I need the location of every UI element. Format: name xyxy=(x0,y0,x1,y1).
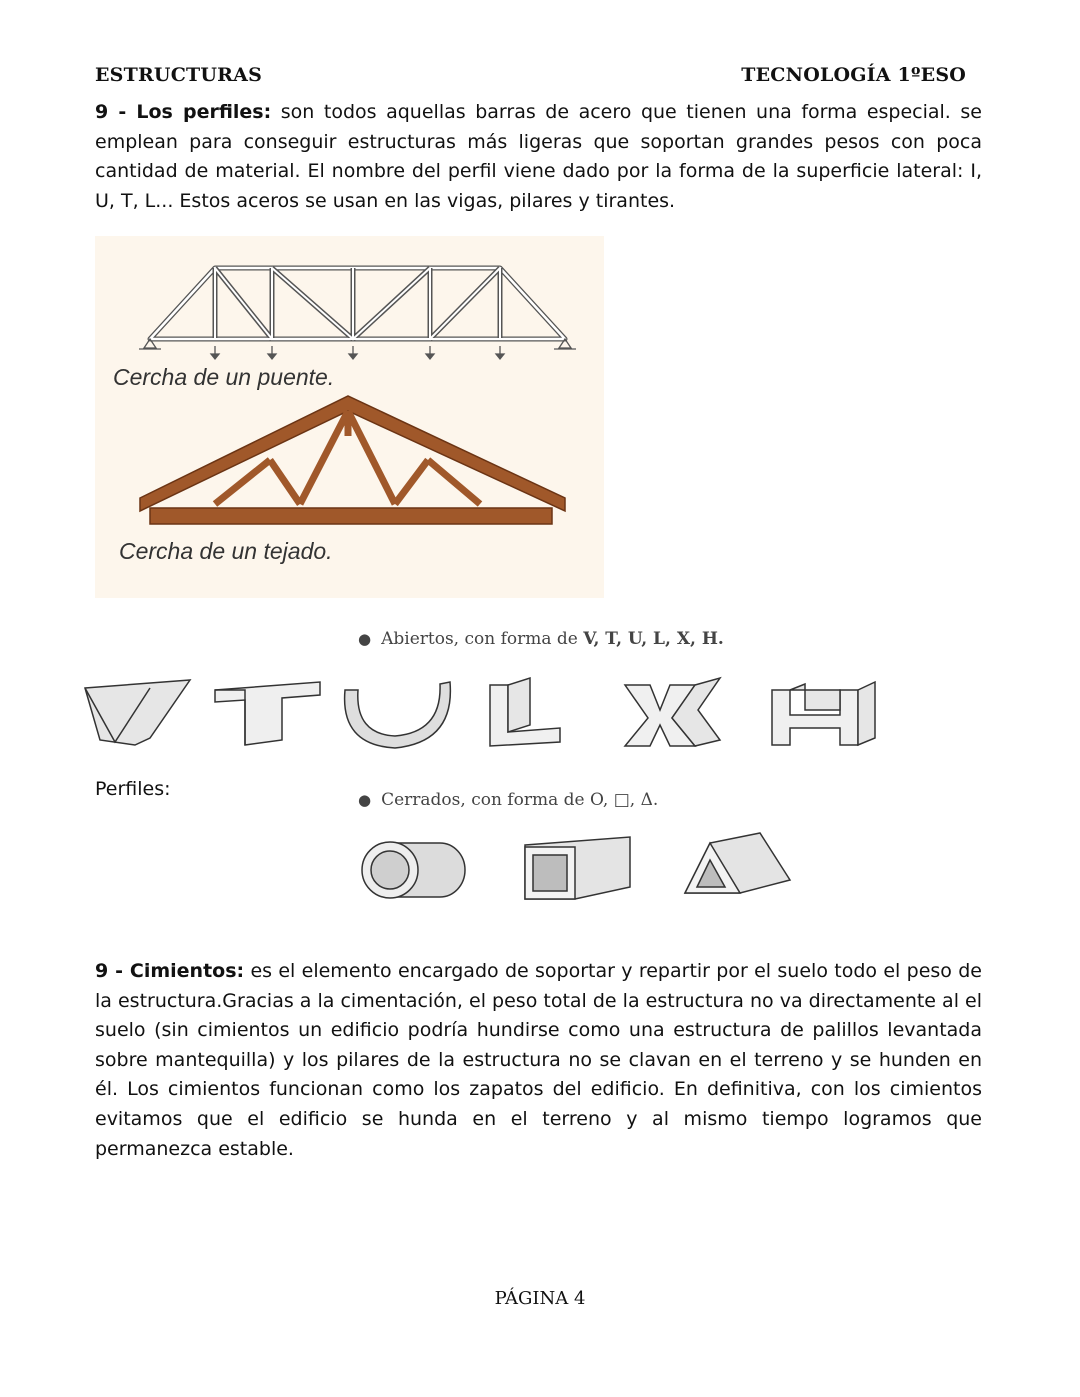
open-profiles-text: Abiertos, con forma de xyxy=(381,629,584,649)
profiles-figure xyxy=(60,625,880,920)
cimientos-heading: 9 - Cimientos: xyxy=(95,960,245,982)
open-profiles-illustrations xyxy=(60,670,880,760)
perfiles-paragraph xyxy=(95,98,982,216)
closed-profiles-bullet: ● Cerrados, con forma de O, □, Δ. xyxy=(358,790,659,810)
document-section-title: ESTRUCTURAS xyxy=(95,64,262,86)
document-course-title: TECNOLOGÍA 1ºESO xyxy=(741,64,966,86)
open-profiles-bullet: ● Abiertos, con forma de V, T, U, L, X, H. xyxy=(358,629,724,649)
perfiles-heading: 9 - Los perfiles: xyxy=(95,101,272,123)
page-number: PÁGINA 4 xyxy=(494,1288,586,1309)
truss-figure xyxy=(95,236,604,598)
perfiles-body: son todos aquellas barras de acero que tienen una forma especial. se emplean para conseguir estructuras más ligeras que soportan grandes pesos con poca cantidad de material. El nombre del perfil viene dado por la forma de la superficie lateral: I, U, T, L... Estos aceros se usan en las vigas, pilares y tirantes. xyxy=(95,101,982,212)
profiles-label: Perfiles: xyxy=(95,778,171,800)
closed-profiles-illustrations xyxy=(60,825,880,915)
open-profiles-letters: V, T, U, L, X, H. xyxy=(583,629,724,649)
bridge-truss-caption: Cercha de un puente. xyxy=(113,364,335,390)
cimientos-body: es el elemento encargado de soportar y repartir por el suelo todo el peso de la estructura.Gracias a la cimentación, el peso total de la estructura no va directamente al el suelo (sin cimientos un edificio podría hundirse como una estructura de palillos levantada sobre mantequilla) y los pilares de la estructura no se clavan en el terreno y se hunden en él. Los cimientos funcionan como los zapatos del edificio. En definitiva, con los cimientos evitamos que el edificio se hunda en el terreno y al mismo tiempo logramos que permanezca estable. xyxy=(95,960,982,1160)
roof-truss-caption: Cercha de un tejado. xyxy=(119,538,333,564)
closed-profiles-text: Cerrados, con forma de O, □, Δ. xyxy=(381,790,659,810)
cimientos-paragraph xyxy=(95,957,982,1164)
